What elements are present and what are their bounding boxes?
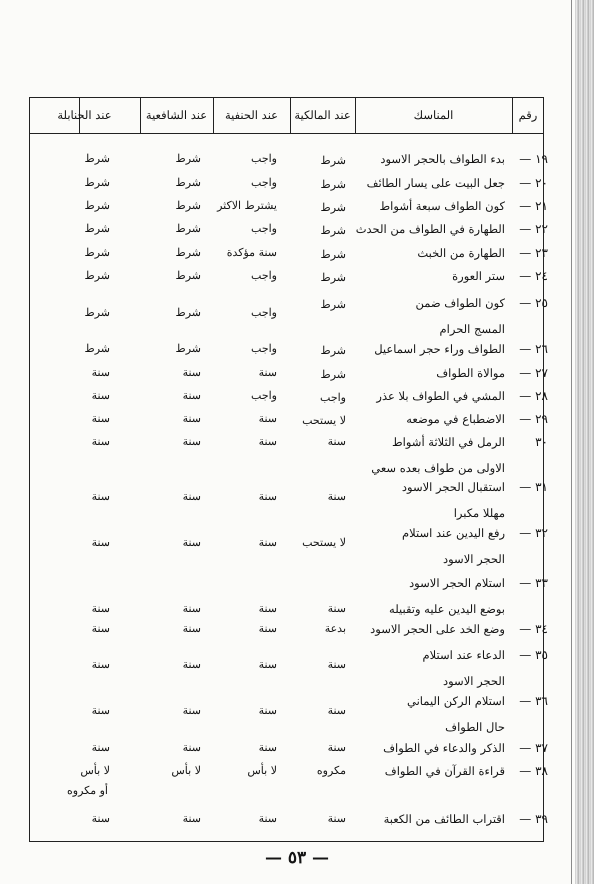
- maliki-ruling: واجب: [320, 391, 346, 404]
- hanbali-ruling: لا بأس: [80, 764, 110, 777]
- shafii-ruling: شرط: [175, 246, 201, 259]
- rite-text: بوضع اليدين عليه وتقبيله: [389, 602, 505, 616]
- hanbali-ruling: شرط: [84, 222, 110, 235]
- shafii-ruling: سنة: [182, 812, 201, 825]
- row-number: ٣١ —: [519, 480, 548, 494]
- hanbali-ruling: شرط: [84, 176, 110, 189]
- maliki-ruling: سنة: [327, 704, 346, 717]
- page-edge: [575, 0, 594, 884]
- hanbali-ruling: سنة: [91, 704, 110, 717]
- shafii-ruling: شرط: [175, 222, 201, 235]
- hanbali-ruling: سنة: [91, 412, 110, 425]
- rite-text: الرمل في الثلاثة أشواط: [392, 435, 505, 449]
- shafii-ruling: شرط: [175, 342, 201, 355]
- row-number: ٢٩ —: [519, 412, 548, 426]
- maliki-ruling: شرط: [320, 201, 346, 214]
- rite-text: المسج الحرام: [439, 322, 505, 336]
- rite-text: الذكر والدعاء في الطواف: [383, 741, 505, 755]
- rite-text: الاولى من طواف بعده سعي: [371, 461, 505, 475]
- maliki-ruling: شرط: [320, 154, 346, 167]
- shafii-ruling: سنة: [182, 435, 201, 448]
- row-number: ٢٣ —: [519, 246, 548, 260]
- hanafi-ruling: سنة: [258, 435, 277, 448]
- rite-text: الاضطباع في موضعه: [406, 412, 505, 426]
- row-number: ٣٤ —: [519, 622, 548, 636]
- hanbali-ruling: سنة: [91, 536, 110, 549]
- shafii-ruling: سنة: [182, 622, 201, 635]
- row-number: ٣٣ —: [519, 576, 548, 590]
- row-number: ٢٧ —: [519, 366, 548, 380]
- header-divider: [29, 133, 544, 134]
- rite-text: الدعاء عند استلام: [422, 648, 505, 662]
- rite-text: قراءة القرآن في الطواف: [384, 764, 505, 778]
- hanbali-ruling: سنة: [91, 658, 110, 671]
- maliki-ruling: لا يستحب: [302, 536, 346, 549]
- maliki-ruling: سنة: [327, 812, 346, 825]
- hanafi-ruling: واجب: [251, 389, 277, 402]
- rite-text: رفع اليدين عند استلام: [402, 526, 505, 540]
- hanafi-ruling: سنة مؤكدة: [226, 246, 277, 259]
- hanbali-ruling: سنة: [91, 812, 110, 825]
- rite-text: استلام الركن اليماني: [407, 694, 505, 708]
- row-number: ٢١ —: [519, 199, 548, 213]
- rite-text: الطهارة في الطواف من الحدث: [355, 222, 505, 236]
- hanafi-ruling: لا بأس: [247, 764, 277, 777]
- rite-text: الطهارة من الخبث: [417, 246, 505, 260]
- rite-text: كون الطواف سبعة أشواط: [379, 199, 505, 213]
- row-number: ٣٦ —: [519, 694, 548, 708]
- page-edge-line: [571, 0, 572, 884]
- hanbali-ruling: شرط: [84, 269, 110, 282]
- hanafi-ruling: واجب: [251, 342, 277, 355]
- hanafi-ruling: سنة: [258, 658, 277, 671]
- header-shafii: عند الشافعية: [145, 108, 208, 122]
- hanafi-ruling: واجب: [251, 222, 277, 235]
- hanbali-ruling: سنة: [91, 389, 110, 402]
- shafii-ruling: شرط: [175, 269, 201, 282]
- shafii-ruling: سنة: [182, 412, 201, 425]
- rite-text: ستر العورة: [452, 269, 505, 283]
- rite-text: الحجر الاسود: [443, 552, 505, 566]
- hanbali-ruling: شرط: [84, 342, 110, 355]
- rite-text: جعل البيت على يسار الطائف: [366, 176, 505, 190]
- rite-text: استلام الحجر الاسود: [409, 576, 505, 590]
- rite-text: اقتراب الطائف من الكعبة: [383, 812, 505, 826]
- row-number: ٣٠: [535, 435, 548, 449]
- shafii-ruling: سنة: [182, 602, 201, 615]
- maliki-ruling: سنة: [327, 658, 346, 671]
- rite-text: حال الطواف: [445, 720, 505, 734]
- maliki-ruling: شرط: [320, 248, 346, 261]
- row-number: ٢٥ —: [519, 296, 548, 310]
- row-number: ١٩ —: [519, 152, 548, 166]
- shafii-ruling: سنة: [182, 536, 201, 549]
- shafii-ruling: شرط: [175, 152, 201, 165]
- hanafi-ruling: سنة: [258, 704, 277, 717]
- hanafi-ruling: سنة: [258, 536, 277, 549]
- header-hanafi: عند الحنفية: [224, 108, 279, 122]
- rite-text: مهللا مكبرا: [453, 506, 505, 520]
- rite-text: موالاة الطواف: [436, 366, 505, 380]
- rite-text: المشي في الطواف بلا عذر: [376, 389, 505, 403]
- maliki-ruling: سنة: [327, 602, 346, 615]
- maliki-ruling: شرط: [320, 224, 346, 237]
- hanafi-ruling: سنة: [258, 741, 277, 754]
- header-hanbali: عند الحنابلة: [57, 108, 112, 122]
- rite-text: بدء الطواف بالحجر الاسود: [380, 152, 505, 166]
- hanbali-ruling: سنة: [91, 435, 110, 448]
- hanbali-ruling: سنة: [91, 602, 110, 615]
- row-number: ٣٥ —: [519, 648, 548, 662]
- hanbali-ruling: شرط: [84, 199, 110, 212]
- maliki-ruling: مكروه: [316, 764, 346, 777]
- row-number: ٢٨ —: [519, 389, 548, 403]
- hanbali-ruling: شرط: [84, 306, 110, 319]
- maliki-ruling: بدعة: [324, 622, 346, 635]
- shafii-ruling: لا بأس: [171, 764, 201, 777]
- hanbali-ruling: سنة: [91, 366, 110, 379]
- maliki-ruling: سنة: [327, 741, 346, 754]
- row-number: ٢٠ —: [519, 176, 548, 190]
- row-number: ٢٤ —: [519, 269, 548, 283]
- hanbali-ruling: شرط: [84, 246, 110, 259]
- row-number: ٣٩ —: [519, 812, 548, 826]
- maliki-ruling: شرط: [320, 368, 346, 381]
- row-number: ٢٦ —: [519, 342, 548, 356]
- hanbali-ruling: سنة: [91, 741, 110, 754]
- hanafi-ruling: واجب: [251, 269, 277, 282]
- hanafi-ruling: واجب: [251, 306, 277, 319]
- shafii-ruling: شرط: [175, 306, 201, 319]
- rite-text: وضع الخد على الحجر الاسود: [370, 622, 505, 636]
- shafii-ruling: شرط: [175, 199, 201, 212]
- maliki-ruling: سنة: [327, 435, 346, 448]
- header-maliki: عند المالكية: [294, 108, 351, 122]
- shafii-ruling: سنة: [182, 704, 201, 717]
- maliki-ruling: لا يستحب: [302, 414, 346, 427]
- shafii-ruling: سنة: [182, 658, 201, 671]
- page-number: — ٥٣ —: [264, 848, 330, 868]
- rite-text: استقبال الحجر الاسود: [401, 480, 505, 494]
- shafii-ruling: سنة: [182, 366, 201, 379]
- row-number: ٢٢ —: [519, 222, 548, 236]
- hanafi-ruling: سنة: [258, 602, 277, 615]
- maliki-ruling: شرط: [320, 298, 346, 311]
- shafii-ruling: سنة: [182, 490, 201, 503]
- row-number: ٣٨ —: [519, 764, 548, 778]
- hanbali-ruling: شرط: [84, 152, 110, 165]
- row-number: ٣٢ —: [519, 526, 548, 540]
- hanafi-ruling: سنة: [258, 366, 277, 379]
- maliki-ruling: سنة: [327, 490, 346, 503]
- rite-text: الطواف وراء حجر اسماعيل: [374, 342, 505, 356]
- hanafi-ruling: واجب: [251, 176, 277, 189]
- hanafi-ruling: يشترط الاكثر: [217, 199, 277, 212]
- header-number: رقم: [518, 108, 538, 122]
- hanbali-ruling: سنة: [91, 490, 110, 503]
- rite-text: كون الطواف ضمن: [415, 296, 505, 310]
- hanafi-ruling: سنة: [258, 622, 277, 635]
- hanbali-ruling-alt: أو مكروه: [67, 784, 108, 797]
- rite-text: الحجر الاسود: [443, 674, 505, 688]
- hanbali-ruling: سنة: [91, 622, 110, 635]
- maliki-ruling: شرط: [320, 344, 346, 357]
- shafii-ruling: سنة: [182, 741, 201, 754]
- hanafi-ruling: واجب: [251, 152, 277, 165]
- maliki-ruling: شرط: [320, 178, 346, 191]
- header-rites: المناسك: [413, 108, 454, 122]
- hanafi-ruling: سنة: [258, 490, 277, 503]
- shafii-ruling: شرط: [175, 176, 201, 189]
- maliki-ruling: شرط: [320, 271, 346, 284]
- shafii-ruling: سنة: [182, 389, 201, 402]
- hanafi-ruling: سنة: [258, 412, 277, 425]
- row-number: ٣٧ —: [519, 741, 548, 755]
- hanafi-ruling: سنة: [258, 812, 277, 825]
